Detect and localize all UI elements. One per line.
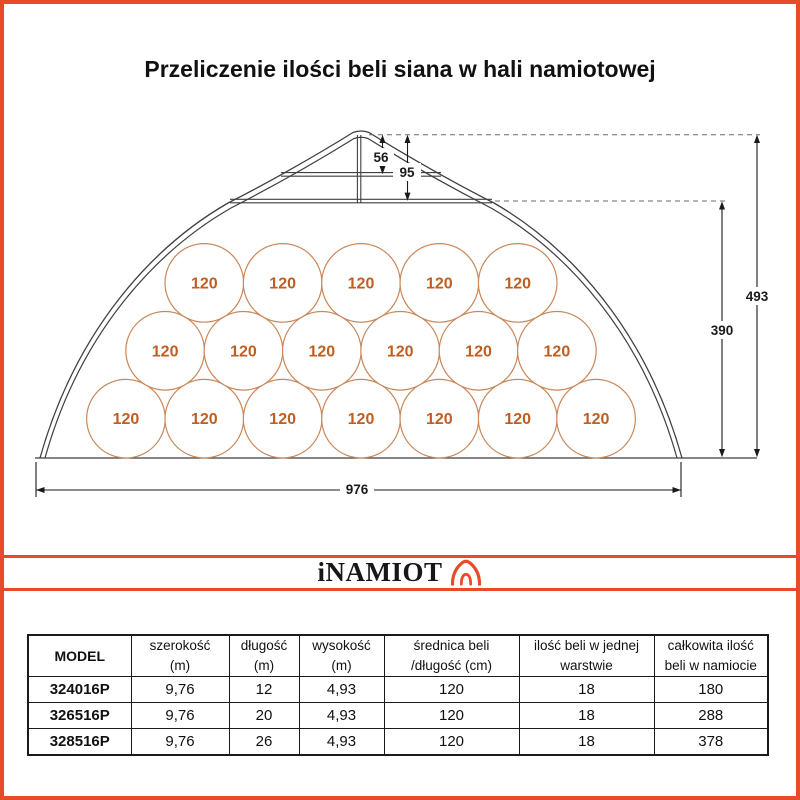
column-header: ilość beli w jednej warstwie bbox=[519, 635, 654, 677]
dim-label-976: 976 bbox=[345, 482, 369, 497]
value-cell: 18 bbox=[519, 677, 654, 703]
brand-name: iNAMIOT bbox=[317, 556, 443, 587]
bale-label: 120 bbox=[386, 343, 414, 361]
bale-label: 120 bbox=[543, 343, 571, 361]
model-cell: 324016P bbox=[28, 677, 131, 703]
column-header: szerokość (m) bbox=[131, 635, 229, 677]
column-header: średnica beli /długość (cm) bbox=[384, 635, 519, 677]
column-header: długość (m) bbox=[229, 635, 299, 677]
arrow-up-icon bbox=[719, 201, 725, 209]
spec-table bbox=[27, 634, 769, 756]
arrow-down-icon bbox=[719, 449, 725, 457]
bale-label: 120 bbox=[504, 411, 532, 429]
logo bbox=[0, 556, 800, 588]
bale-stack bbox=[87, 244, 636, 458]
bale-label: 120 bbox=[269, 275, 297, 293]
bale-label: 120 bbox=[190, 411, 218, 429]
column-header: MODEL bbox=[28, 635, 131, 677]
value-cell: 180 bbox=[654, 677, 768, 703]
page-title: Przeliczenie ilości beli siana w hali namiotowej bbox=[144, 56, 656, 82]
bale-label: 120 bbox=[425, 411, 453, 429]
bale-label: 120 bbox=[112, 411, 140, 429]
arrow-up-icon bbox=[754, 135, 760, 143]
arrow-up-icon bbox=[405, 135, 411, 143]
value-cell: 378 bbox=[654, 729, 768, 756]
dim-label-95: 95 bbox=[399, 165, 415, 180]
value-cell: 26 bbox=[229, 729, 299, 756]
dim-label-493: 493 bbox=[745, 289, 769, 304]
dim-label-56: 56 bbox=[373, 150, 389, 165]
bale-label: 120 bbox=[230, 343, 257, 361]
value-cell: 4,93 bbox=[299, 703, 384, 729]
table-row bbox=[28, 703, 768, 729]
column-header: całkowita ilość beli w namiocie bbox=[654, 635, 768, 677]
column-header: wysokość (m) bbox=[299, 635, 384, 677]
tent-icon bbox=[449, 558, 483, 586]
value-cell: 4,93 bbox=[299, 729, 384, 756]
value-cell: 9,76 bbox=[131, 703, 229, 729]
bale-label: 120 bbox=[425, 275, 453, 293]
value-cell: 120 bbox=[384, 729, 519, 756]
dim-label-390: 390 bbox=[710, 323, 734, 338]
value-cell: 120 bbox=[384, 677, 519, 703]
bale-label: 120 bbox=[582, 411, 610, 429]
value-cell: 120 bbox=[384, 703, 519, 729]
value-cell: 9,76 bbox=[131, 677, 229, 703]
bale-label: 120 bbox=[465, 343, 492, 361]
arrow-down-icon bbox=[754, 449, 760, 457]
bale-label: 120 bbox=[347, 411, 375, 429]
king-post bbox=[357, 135, 360, 203]
bale-label: 120 bbox=[504, 275, 532, 293]
arrow-right-icon bbox=[673, 487, 682, 493]
value-cell: 18 bbox=[519, 703, 654, 729]
table-row bbox=[28, 729, 768, 756]
logo-rule-bottom bbox=[4, 588, 796, 591]
bale-label: 120 bbox=[151, 343, 179, 361]
value-cell: 18 bbox=[519, 729, 654, 756]
bale-label: 120 bbox=[308, 343, 336, 361]
bale-label: 120 bbox=[269, 411, 297, 429]
value-cell: 9,76 bbox=[131, 729, 229, 756]
value-cell: 4,93 bbox=[299, 677, 384, 703]
value-cell: 20 bbox=[229, 703, 299, 729]
bale-label: 120 bbox=[347, 275, 375, 293]
value-cell: 288 bbox=[654, 703, 768, 729]
table-row bbox=[28, 677, 768, 703]
model-cell: 326516P bbox=[28, 703, 131, 729]
value-cell: 12 bbox=[229, 677, 299, 703]
model-cell: 328516P bbox=[28, 729, 131, 756]
table-header-row bbox=[28, 635, 768, 677]
bale-label: 120 bbox=[190, 275, 218, 293]
arrow-left-icon bbox=[36, 487, 45, 493]
